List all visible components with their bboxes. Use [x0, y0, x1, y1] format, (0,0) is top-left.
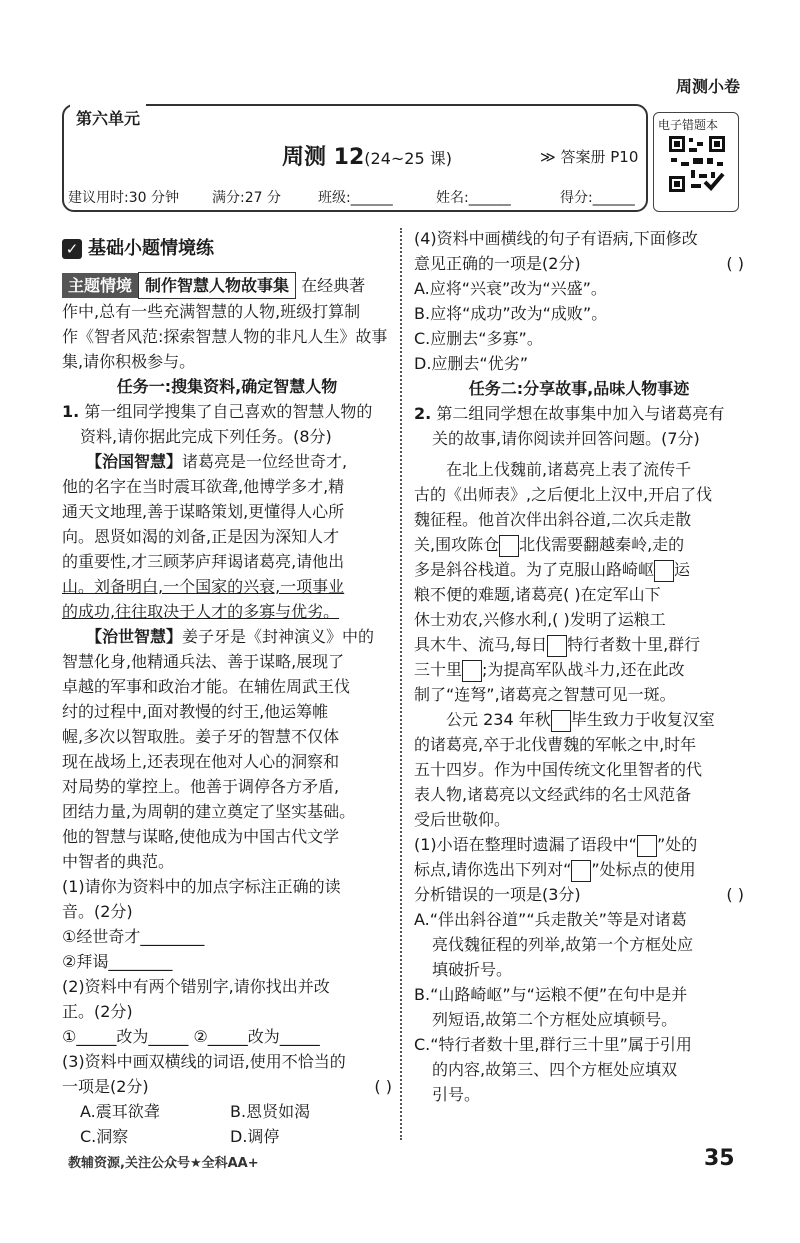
reading-line [414, 707, 744, 732]
class-field: 班级:______ [318, 190, 393, 206]
q2-sub1-paren[interactable]: ( ) [726, 885, 744, 904]
reading-text: 运 [674, 560, 691, 579]
q2-option-c-cont: 引号。 [432, 1085, 481, 1104]
theme-tag: 主题情境 [62, 273, 138, 298]
blank-box [571, 860, 591, 882]
p2-line: 现在战场上,还表现在他对人心的洞察和 [62, 752, 340, 771]
reading-line: 粮不便的难题,诸葛亮( )在定军山下 [414, 585, 661, 604]
reading-line [414, 657, 744, 682]
sub4-option-c[interactable]: C.应删去“多寡”。 [414, 329, 543, 348]
q1-line [62, 399, 392, 424]
sub4-paren[interactable]: ( ) [726, 254, 744, 273]
p2-line: 智慧化身,他精通兵法、善于谋略,展现了 [62, 652, 345, 671]
p2-line: 幄,多次以智取胜。姜子牙的智慧不仅体 [62, 727, 340, 746]
blank-box[interactable] [551, 710, 571, 732]
p1-line: 他的名字在当时震耳欲聋,他博学多才,精 [62, 477, 345, 496]
q2-num: 2. [414, 404, 432, 423]
p2-line: 卓越的军事和政治才能。在辅佐周武王伐 [62, 677, 351, 696]
task1-title: 任务一:搜集资料,确定智慧人物 [116, 377, 338, 396]
q2-sub1-line [414, 857, 744, 882]
sub3-text: 一项是(2分) [62, 1077, 149, 1096]
options-row [62, 1124, 392, 1149]
q2-line [414, 401, 744, 426]
reading-text: 毕生致力于收复汉室 [570, 710, 715, 729]
page-title: 周测 12(24~25 课) [282, 145, 452, 170]
intro-line: 集,请你积极参与。 [62, 352, 196, 371]
sub1-answer-a[interactable]: ①经世奇才________ [62, 927, 205, 946]
q2-sub1-text: 标点,请你选出下列对“ [414, 860, 572, 879]
q2-option-b[interactable]: B.“山路崎岖”与“运粮不便”在句中是并 [414, 985, 688, 1004]
section-title: ✓ 基础小题情境练 [62, 234, 214, 260]
reading-line: 休士劝农,兴修水利,( )发明了运粮工 [414, 610, 666, 629]
right-column [414, 226, 744, 1107]
p2-title: 【治世智慧】 [86, 627, 183, 646]
q2-text: 第二组同学想在故事集中加入与诸葛亮有 [436, 404, 725, 423]
reading-text: 北伐需要翻越秦岭,走的 [519, 535, 685, 554]
q2-option-b-cont: 列短语,故第二个方框处应填顿号。 [432, 1010, 678, 1029]
p1-title: 【治国智慧】 [86, 452, 183, 471]
reading-text: 公元 234 年秋 [446, 710, 551, 729]
sub1-line: 音。(2分) [62, 902, 133, 921]
p2-text: 姜子牙是《封神演义》中的 [182, 627, 375, 646]
reading-line [414, 632, 744, 657]
sub4-line: (4)资料中画横线的句子有语病,下面修改 [414, 229, 698, 248]
suggest-time: 建议用时:30 分钟 [68, 190, 179, 206]
options-row [62, 1099, 392, 1124]
q2-sub1-text: ”处的 [656, 835, 698, 854]
footer-text: 教辅资源,关注公众号★全科AA+ [68, 1156, 259, 1171]
q1-text: 第一组同学搜集了自己喜欢的智慧人物的 [84, 402, 373, 421]
left-column [62, 272, 392, 1149]
sub4-line [414, 251, 744, 276]
p1-line: 通天文地理,善于谋略策划,更懂得人心所 [62, 502, 345, 521]
reading-line: 古的《出师表》,之后便北上汉中,开启了伐 [414, 485, 713, 504]
unit-label: 第六单元 [70, 104, 146, 131]
intro-line: 作《智者风范:探索智慧人物的非凡人生》故事 [62, 327, 388, 346]
blank-box[interactable] [499, 535, 519, 557]
sub4-text: 意见正确的一项是(2分) [414, 254, 581, 273]
answer-ref: ≫ 答案册 P10 [540, 148, 639, 166]
reading-line: 制了“连弩”,诸葛亮之智慧可见一斑。 [414, 685, 676, 704]
q2-sub1-text: (1)小语在整理时遗漏了语段中“ [414, 835, 637, 854]
sub2-line: (2)资料中有两个错别字,请你找出并改 [62, 977, 330, 996]
q2-sub1-line [414, 882, 744, 907]
page-number: 35 [704, 1146, 735, 1171]
intro-rest: 在经典著 [301, 276, 366, 295]
blank-box[interactable] [547, 635, 567, 657]
blank-box [637, 835, 657, 857]
reading-line: 魏征程。他首次伴出斜谷道,二次兵走散 [414, 510, 692, 529]
p1-line: 的成功,往往取决于人才的多寡与优劣。 [62, 602, 340, 621]
reading-text: 三十里 [414, 660, 463, 679]
sub4-option-d[interactable]: D.应删去“优劣” [414, 354, 528, 373]
reading-line: 表人物,诸葛亮以文经武纬的名士风范备 [414, 785, 692, 804]
q2-sub1-line [414, 832, 744, 857]
task2-title: 任务二:分享故事,品味人物事迹 [468, 379, 690, 398]
qr-code-icon[interactable] [667, 134, 727, 194]
option-b[interactable]: B.恩贤如渴 [230, 1102, 311, 1121]
q2-sub1-text: ”处标点的使用 [591, 860, 696, 879]
sub1-line: (1)请你为资料中的加点字标注正确的读 [62, 877, 341, 896]
header-top-right: 周测小卷 [675, 77, 740, 96]
q2-option-c[interactable]: C.“特行者数十里,群行三十里”属于引用 [414, 1035, 692, 1054]
p1-text: 诸葛亮是一位经世奇才, [182, 452, 348, 471]
reading-line: 的诸葛亮,卒于北伐曹魏的军帐之中,时年 [414, 735, 697, 754]
q2-text: 关的故事,请你阅读并回答问题。(7分) [432, 429, 700, 448]
p2-line: 对局势的掌控上。他善于调停各方矛盾, [62, 777, 340, 796]
blank-box[interactable] [654, 560, 674, 582]
sub4-option-b[interactable]: B.应将“成功”改为“成败”。 [414, 304, 608, 323]
reading-text: 特行者数十里,群行 [567, 635, 701, 654]
sub3-line: (3)资料中画双横线的词语,使用不恰当的 [62, 1052, 346, 1071]
column-divider [400, 228, 402, 1140]
option-d[interactable]: D.调停 [230, 1127, 280, 1146]
q2-option-a-cont: 亮伐魏征程的列举,故第一个方框处应 [432, 935, 694, 954]
q2-sub1-text: 分析错误的一项是(3分) [414, 885, 581, 904]
reading-line [414, 532, 744, 557]
p1-line [62, 449, 392, 474]
q1-num: 1. [62, 402, 80, 421]
sub2-answer[interactable]: ①_____改为_____ ②_____改为_____ [62, 1027, 320, 1046]
option-a[interactable]: A.震耳欲聋 [80, 1102, 160, 1121]
p1-line: 向。恩贤如渴的刘备,正是因为深知人才 [62, 527, 340, 546]
intro-line: 作中,总有一些充满智慧的人物,班级打算制 [62, 302, 361, 321]
q2-option-c-cont: 的内容,故第三、四个方框处应填双 [432, 1060, 678, 1079]
blank-box[interactable] [462, 660, 482, 682]
option-c[interactable]: C.洞察 [80, 1127, 129, 1146]
sub1-answer-b[interactable]: ②拜谒________ [62, 952, 173, 971]
check-icon: ✓ [62, 239, 82, 259]
p2-line: 他的智慧与谋略,使他成为中国古代文学 [62, 827, 340, 846]
p2-line: 中智者的典范。 [62, 852, 175, 871]
score-field: 得分:______ [560, 190, 635, 206]
qr-label: 电子错题本 [658, 118, 719, 132]
q1-text: 资料,请你据此完成下列任务。(8分) [80, 427, 332, 446]
reading-line [414, 557, 744, 582]
p1-line: 山。刘备明白,一个国家的兴衰,一项事业 [62, 577, 345, 596]
name-field: 姓名:______ [436, 190, 511, 206]
p2-line [62, 624, 392, 649]
lessons: (24~25 课) [364, 149, 452, 168]
reading-text: ;为提高军队战斗力,还在此改 [482, 660, 685, 679]
reading-line: 在北上伐魏前,诸葛亮上表了流传千 [446, 460, 692, 479]
theme-line [62, 272, 392, 299]
q2-option-a[interactable]: A.“伴出斜谷道”“兵走散关”等是对诸葛 [414, 910, 687, 929]
p1-line: 的重要性,才三顾茅庐拜谒诸葛亮,请他出 [62, 552, 345, 571]
reading-text: 多是斜谷栈道。为了克服山路崎岖 [414, 560, 655, 579]
sub4-option-a[interactable]: A.应将“兴衰”改为“兴盛”。 [414, 279, 607, 298]
reading-line: 受后世敬仰。 [414, 810, 511, 829]
sub2-line: 正。(2分) [62, 1002, 133, 1021]
theme-name: 制作智慧人物故事集 [138, 272, 296, 299]
full-score: 满分:27 分 [212, 190, 281, 206]
reading-text: 关,围攻陈仓 [414, 535, 500, 554]
p2-line: 团结力量,为周朝的建立奠定了坚实基础。 [62, 802, 356, 821]
p2-line: 纣的过程中,面对教慢的纣王,他运筹帷 [62, 702, 329, 721]
reading-line: 五十四岁。作为中国传统文化里智者的代 [414, 760, 703, 779]
sub3-line [62, 1074, 392, 1099]
reading-text: 具木牛、流马,每日 [414, 635, 548, 654]
q2-option-a-cont: 填破折号。 [432, 960, 513, 979]
sub3-paren[interactable]: ( ) [374, 1077, 392, 1096]
